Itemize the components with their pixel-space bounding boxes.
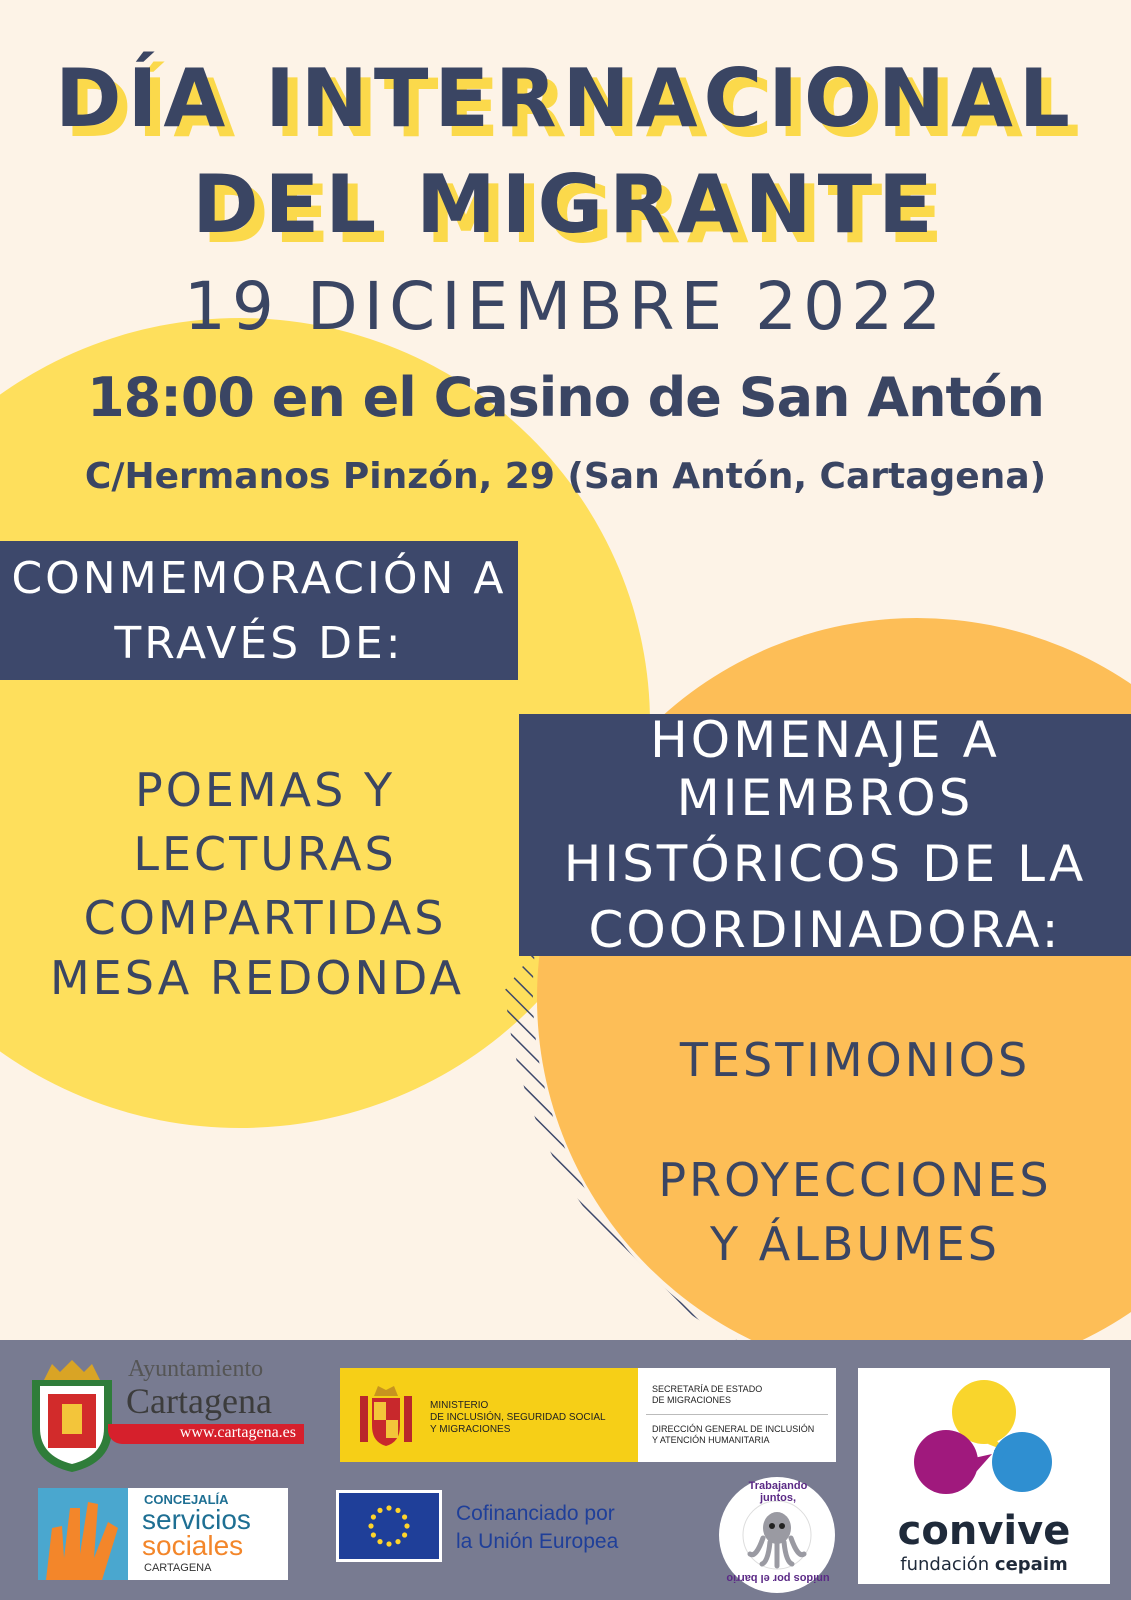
convive-speech-bubbles-icon <box>898 1378 1068 1500</box>
secretaria-text <box>652 1384 762 1406</box>
poemas-line-2: COMPARTIDAS <box>83 891 447 945</box>
servicios-line-2: servicios <box>142 1504 251 1535</box>
event-date: 19 DICIEMBRE 2022 <box>183 268 948 345</box>
ministerio-logo <box>340 1368 836 1462</box>
eu-flag-icon <box>339 1493 439 1559</box>
homenaje-line-1: HOMENAJE A MIEMBROS <box>650 711 1000 827</box>
proyecciones-line-2: Y ÁLBUMES <box>710 1217 1000 1271</box>
proyecciones-line-1: PROYECCIONES <box>658 1153 1052 1207</box>
convive-name: convive <box>897 1508 1071 1554</box>
servicios-line-1: CONCEJALÍA <box>144 1492 229 1507</box>
ayto-line-1: Ayuntamiento <box>128 1356 264 1382</box>
convive-cepaim: cepaim <box>994 1554 1068 1575</box>
convive-logo <box>858 1368 1110 1584</box>
event-time-place: 18:00 en el Casino de San Antón <box>87 366 1044 429</box>
trabajando-top-text: Trabajando juntos, <box>748 1480 808 1504</box>
proyecciones-item <box>640 1148 1070 1276</box>
direccion-text <box>652 1424 814 1446</box>
servicios-line-4: CARTAGENA <box>144 1562 212 1574</box>
ministerio-line-3: Y MIGRACIONES <box>430 1424 511 1435</box>
ministerio-line-2: DE INCLUSIÓN, SEGURIDAD SOCIAL <box>430 1412 606 1423</box>
eu-text <box>456 1500 618 1556</box>
ministerio-divider <box>646 1414 828 1415</box>
secretaria-line-1: SECRETARÍA DE ESTADO <box>652 1384 763 1394</box>
eu-flag-frame <box>336 1490 442 1562</box>
testimonios-item: TESTIMONIOS <box>679 1033 1031 1087</box>
conmemoracion-line-1: CONMEMORACIÓN A <box>11 552 507 604</box>
poemas-item <box>0 758 530 950</box>
sponsors-footer <box>0 1340 1131 1600</box>
homenaje-box <box>519 711 1131 959</box>
ayto-url-bar <box>108 1424 304 1444</box>
spain-coat-of-arms-icon <box>354 1382 418 1448</box>
secretaria-line-2: DE MIGRACIONES <box>652 1395 732 1405</box>
servicios-sociales-logo <box>38 1488 288 1580</box>
ayto-url[interactable]: www.cartagena.es <box>179 1424 296 1441</box>
title-line-2: DEL MIGRANTE <box>192 158 939 251</box>
ayto-line-2: Cartagena <box>126 1381 272 1421</box>
mesa-redonda-item: MESA REDONDA <box>49 951 465 1005</box>
trabajando-bottom-text: unidos por el barrio <box>726 1572 830 1584</box>
eu-line-2: la Unión Europea <box>456 1530 619 1553</box>
direccion-line-1: DIRECCIÓN GENERAL DE INCLUSIÓN <box>652 1424 815 1434</box>
convive-fundacion: fundación <box>900 1554 990 1575</box>
homenaje-line-2: HISTÓRICOS DE LA <box>563 835 1087 893</box>
poemas-line-1: POEMAS Y LECTURAS <box>133 763 397 881</box>
servicios-line-3: sociales <box>142 1530 244 1561</box>
title-line-1: DÍA INTERNACIONAL <box>55 52 1076 145</box>
hands-icon <box>38 1488 128 1580</box>
direccion-line-2: Y ATENCIÓN HUMANITARIA <box>652 1435 770 1445</box>
homenaje-line-3: COORDINADORA: <box>588 901 1062 959</box>
convive-subtitle <box>858 1554 1110 1575</box>
event-address: C/Hermanos Pinzón, 29 (San Antón, Cartagena) <box>84 456 1047 497</box>
conmemoracion-line-2: TRAVÉS DE: <box>114 617 404 669</box>
ministerio-line-1: MINISTERIO <box>430 1400 489 1411</box>
cartagena-coat-of-arms-icon <box>22 1358 122 1476</box>
ministerio-text <box>430 1400 606 1436</box>
conmemoracion-box <box>0 541 518 680</box>
eu-line-1: Cofinanciado por <box>456 1502 615 1525</box>
